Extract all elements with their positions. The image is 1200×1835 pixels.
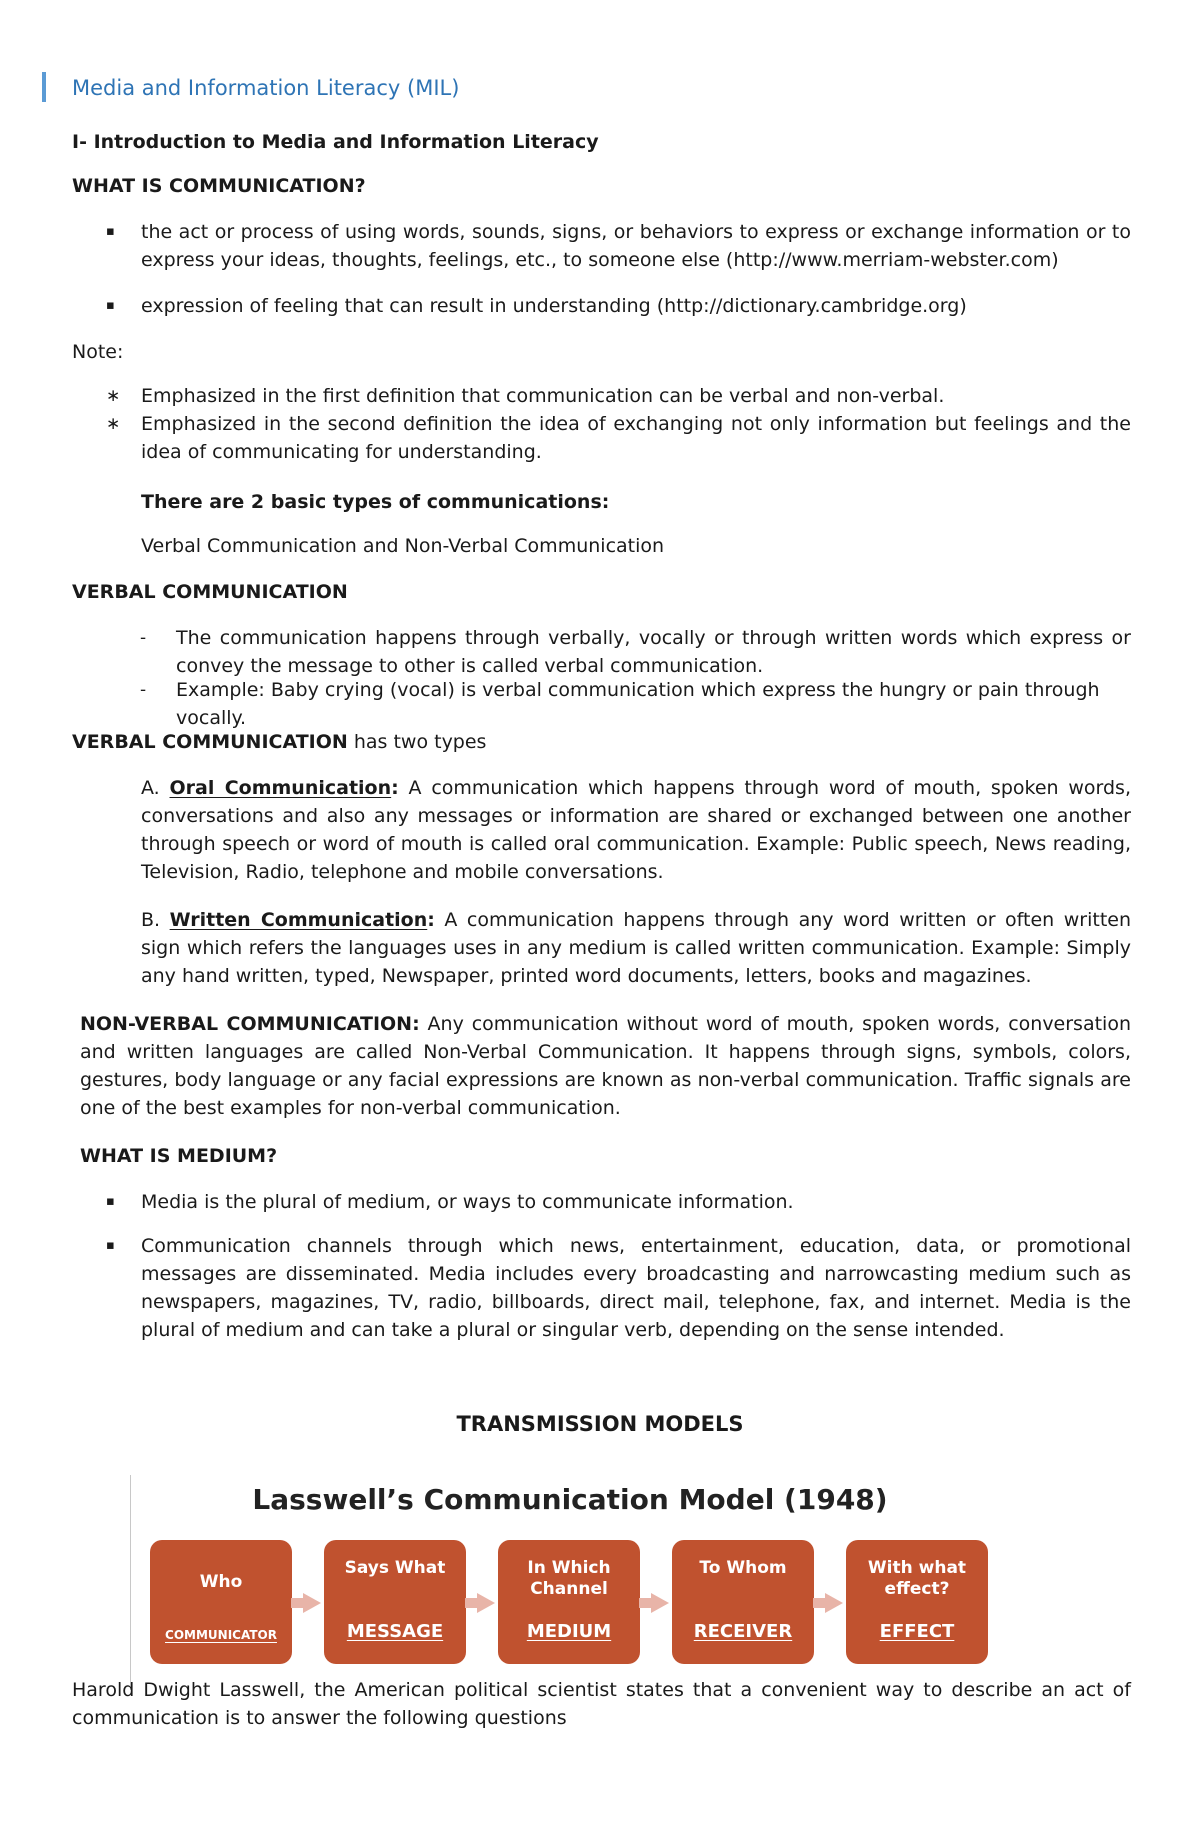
definition-2: expression of feeling that can result in understanding (http://dictionary.cambridge.org)	[141, 295, 967, 317]
arrow-right-icon	[477, 1593, 495, 1613]
verbal-types-bold: VERBAL COMMUNICATION	[72, 731, 348, 753]
box-answer: MESSAGE	[346, 1621, 444, 1642]
document-header-title: Media and Information Literacy (MIL)	[72, 76, 460, 100]
transmission-heading: TRANSMISSION MODELS	[456, 1412, 744, 1436]
oral-communication-paragraph	[141, 774, 1131, 886]
box-question: With what effect?	[867, 1558, 967, 1599]
arrow-right-icon	[651, 1593, 669, 1613]
asterisk-bullet-icon: ∗	[106, 414, 121, 434]
verbal-point-1: The communication happens through verbally, vocally or through written words which express or convey the message to other is called verbal communication.	[176, 627, 1131, 677]
nonverbal-paragraph	[80, 1010, 1131, 1122]
medium-heading: WHAT IS MEDIUM?	[80, 1145, 278, 1167]
arrow-right-icon	[825, 1593, 843, 1613]
note-1: Emphasized in the first definition that communication can be verbal and non-verbal.	[141, 385, 945, 407]
verbal-heading: VERBAL COMMUNICATION	[72, 581, 348, 603]
oral-text: A communication which happens through word of mouth, spoken words, conversations and also any messages or information are shared or exchanged between one another through speech or word of mouth is called oral communication. Example: Public speech, News reading, Television, Radio, telephone and mobile conversations.	[141, 777, 1131, 883]
box-answer: EFFECT	[879, 1621, 955, 1642]
lasswell-box-with-what-effect	[846, 1540, 988, 1664]
lasswell-box-who	[150, 1540, 292, 1664]
medium-point-2: Communication channels through which news, entertainment, education, data, or promotional messages are disseminated. Media includes every broadcasting and narrowcasting medium such as newspapers, magazines, TV, radio, billboards, direct mail, telephone, fax, and internet. Media is the plural of medium and can take a plural or singular verb, depending on the sense intended.	[141, 1235, 1131, 1341]
nonverbal-text: Any communication without word of mouth, spoken words, conversation and written languages are called Non-Verbal Communication. It happens through signs, symbols, colors, gestures, body language or any facial expressions are known as non-verbal communication. Traffic signals are one of the best examples for non-verbal communication.	[80, 1013, 1131, 1119]
oral-colon: :	[391, 777, 399, 799]
types-heading: There are 2 basic types of communications:	[141, 491, 610, 513]
types-text: Verbal Communication and Non-Verbal Communication	[141, 535, 665, 557]
nonverbal-label: NON-VERBAL COMMUNICATION:	[80, 1013, 420, 1035]
dash-bullet-icon: -	[140, 628, 147, 648]
box-question: In Which Channel	[527, 1558, 611, 1599]
square-bullet-icon: ▪	[106, 298, 115, 313]
written-title: Written Communication	[169, 909, 428, 931]
lasswell-box-says-what	[324, 1540, 466, 1664]
note-2: Emphasized in the second definition the idea of exchanging not only information but feelings and the idea of communicating for understanding.	[141, 413, 1131, 463]
diagram-frame-line	[130, 1475, 131, 1690]
section-heading: I- Introduction to Media and Information Literacy	[72, 131, 599, 153]
oral-letter: A.	[141, 777, 170, 799]
box-answer: MEDIUM	[526, 1621, 612, 1642]
box-answer: RECEIVER	[693, 1621, 793, 1642]
square-bullet-icon: ▪	[106, 1194, 115, 1209]
communication-heading: WHAT IS COMMUNICATION?	[72, 175, 366, 197]
lasswell-caption: Harold Dwight Lasswell, the American political scientist states that a convenient way to describe an act of communication is to answer the following questions	[72, 1679, 1131, 1729]
box-question: Says What	[344, 1558, 446, 1578]
written-communication-paragraph	[141, 906, 1131, 990]
arrow-right-icon	[303, 1593, 321, 1613]
verbal-types-line	[72, 728, 486, 756]
dash-bullet-icon: -	[140, 680, 147, 700]
verbal-types-rest: has two types	[347, 731, 487, 753]
square-bullet-icon: ▪	[106, 1238, 115, 1253]
lasswell-box-to-whom	[672, 1540, 814, 1664]
box-question: Who	[199, 1572, 243, 1592]
verbal-point-2: Example: Baby crying (vocal) is verbal communication which express the hungry or pain through vocally.	[176, 679, 1100, 729]
medium-point-1: Media is the plural of medium, or ways to communicate information.	[141, 1191, 794, 1213]
definition-1: the act or process of using words, sounds, signs, or behaviors to express or exchange information or to express your ideas, thoughts, feelings, etc., to someone else (http://www.merriam-webster.com)	[141, 221, 1131, 271]
lasswell-box-in-which-channel	[498, 1540, 640, 1664]
header-accent-bar	[42, 72, 46, 102]
square-bullet-icon: ▪	[106, 224, 115, 239]
note-label: Note:	[72, 341, 124, 363]
written-text: A communication happens through any word written or often written sign which refers the languages uses in any medium is called written communication. Example: Simply any hand written, typed, Newspaper, printed word documents, letters, books and magazines.	[141, 909, 1132, 987]
box-question: To Whom	[699, 1558, 787, 1578]
written-letter: B.	[141, 909, 170, 931]
asterisk-bullet-icon: ∗	[106, 386, 121, 406]
oral-title: Oral Communication	[169, 777, 392, 799]
lasswell-diagram-title: Lasswell’s Communication Model (1948)	[252, 1483, 888, 1516]
box-answer: COMMUNICATOR	[165, 1628, 277, 1642]
written-colon: :	[427, 909, 435, 931]
